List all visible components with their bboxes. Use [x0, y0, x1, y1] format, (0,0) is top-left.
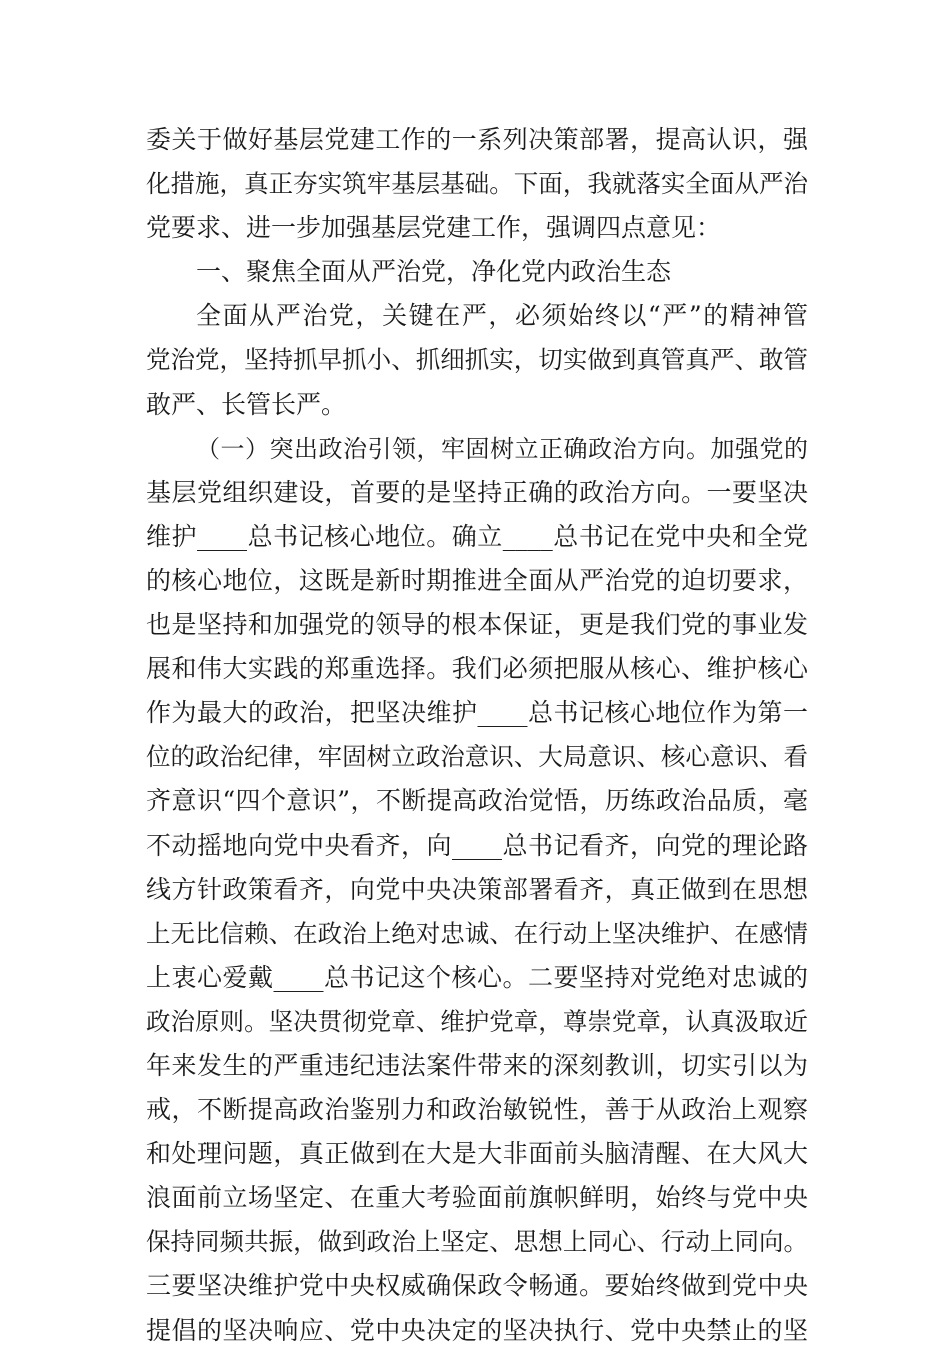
text-line-12: 也是坚持和加强党的领导的根本保证，更是我们党的事业发 [146, 610, 808, 640]
body-text [146, 118, 808, 1353]
text-line-14: 作为最大的政治，把坚决维护____总书记核心地位作为第一 [146, 698, 808, 728]
text-line-13: 展和伟大实践的郑重选择。我们必须把服从核心、维护核心 [146, 654, 808, 684]
text-line-17: 不动摇地向党中央看齐，向____总书记看齐，向党的理论路 [146, 830, 808, 860]
text-line-16: 齐意识“四个意识”，不断提高政治觉悟，历练政治品质，毫 [146, 786, 808, 816]
text-line-20: 上衷心爱戴____总书记这个核心。二要坚持对党绝对忠诚的 [146, 962, 808, 992]
text-line-15: 位的政治纪律，牢固树立政治意识、大局意识、核心意识、看 [146, 742, 808, 772]
text-line-26: 保持同频共振，做到政治上坚定、思想上同心、行动上同向。 [146, 1227, 808, 1257]
text-line-11: 的核心地位，这既是新时期推进全面从严治党的迫切要求， [146, 565, 808, 595]
text-line-21: 政治原则。坚决贯彻党章、维护党章，尊崇党章，认真汲取近 [146, 1006, 808, 1036]
text-line-18: 线方针政策看齐，向党中央决策部署看齐，真正做到在思想 [146, 874, 808, 904]
text-line-2: 化措施，真正夯实筑牢基层基础。下面，我就落实全面从严治 [146, 169, 808, 199]
text-line-7: 敢严、长管长严。 [146, 389, 347, 419]
text-line-6: 党治党，坚持抓早抓小、抓细抓实，切实做到真管真严、敢管 [146, 345, 808, 375]
text-line-5: 全面从严治党，关键在严，必须始终以“严”的精神管 [196, 301, 808, 331]
text-line-23: 戒，不断提高政治鉴别力和政治敏锐性，善于从政治上观察 [146, 1095, 808, 1125]
text-line-27: 三要坚决维护党中央权威确保政令畅通。要始终做到党中央 [146, 1271, 808, 1301]
text-line-3: 党要求、进一步加强基层党建工作，强调四点意见： [146, 213, 722, 243]
text-line-9: 基层党组织建设，首要的是坚持正确的政治方向。一要坚决 [146, 477, 808, 507]
section-heading: 一、聚焦全面从严治党，净化党内政治生态 [196, 257, 672, 287]
subsection-heading: （一）突出政治引领，牢固树立正确政治方向。加强党的 [196, 434, 808, 463]
text-line-19: 上无比信赖、在政治上绝对忠诚、在行动上坚决维护、在感情 [146, 918, 808, 948]
text-line-1: 委关于做好基层党建工作的一系列决策部署，提高认识，强 [146, 125, 808, 154]
text-line-24: 和处理问题，真正做到在大是大非面前头脑清醒、在大风大 [146, 1139, 808, 1169]
text-line-22: 年来发生的严重违纪违法案件带来的深刻教训，切实引以为 [146, 1050, 808, 1080]
text-line-10: 维护____总书记核心地位。确立____总书记在党中央和全党 [146, 521, 808, 551]
text-line-25: 浪面前立场坚定、在重大考验面前旗帜鲜明，始终与党中央 [146, 1183, 808, 1213]
text-line-28: 提倡的坚决响应、党中央决定的坚决执行、党中央禁止的坚 [146, 1315, 808, 1345]
